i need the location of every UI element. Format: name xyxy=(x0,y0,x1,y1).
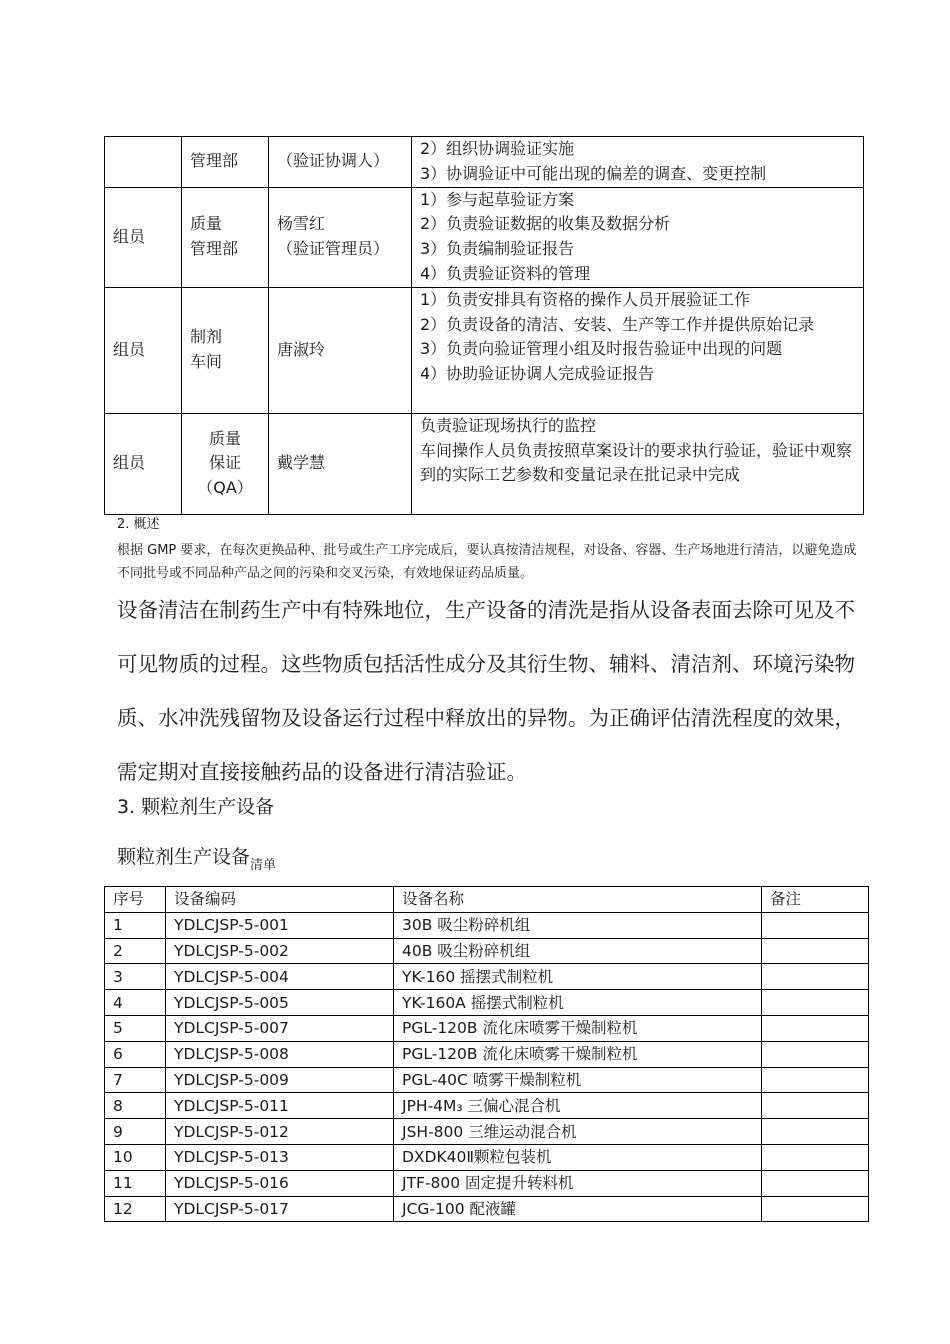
cell-code: YDLCJSP-5-001 xyxy=(166,912,394,938)
table-row xyxy=(105,912,869,938)
cell-equipment-name: JPH-4M₃ 三偏心混合机 xyxy=(394,1093,762,1119)
cell-equipment-name: JCG-100 配液罐 xyxy=(394,1196,762,1222)
team-name-line: 杨雪红 xyxy=(277,214,326,234)
table-row xyxy=(105,1119,869,1145)
team-role-cell: 组员 xyxy=(105,413,182,514)
table-row xyxy=(105,938,869,964)
cell-index: 8 xyxy=(105,1093,166,1119)
cell-index: 5 xyxy=(105,1015,166,1041)
cell-remarks xyxy=(762,1041,869,1067)
cell-index: 3 xyxy=(105,964,166,990)
cell-equipment-name: JSH-800 三维运动混合机 xyxy=(394,1119,762,1145)
team-duty-line: 4）协助验证协调人完成验证报告 xyxy=(420,364,655,384)
team-duty-line: 3）负责向验证管理小组及时报告验证中出现的问题 xyxy=(420,339,783,359)
table-row xyxy=(105,1093,869,1119)
header-code: 设备编码 xyxy=(166,887,394,913)
team-dept-cell xyxy=(182,413,269,514)
team-dept-line: 管理部 xyxy=(190,151,239,171)
cell-index: 12 xyxy=(105,1196,166,1222)
team-dept-line: 管理部 xyxy=(190,239,239,259)
cell-index: 6 xyxy=(105,1041,166,1067)
team-dept-cell xyxy=(182,287,269,413)
cell-code: YDLCJSP-5-017 xyxy=(166,1196,394,1222)
cell-code: YDLCJSP-5-016 xyxy=(166,1170,394,1196)
team-name-cell xyxy=(269,187,412,287)
team-role-cell: 组员 xyxy=(105,287,182,413)
cell-equipment-name: YK-160 摇摆式制粒机 xyxy=(394,964,762,990)
cell-code: YDLCJSP-5-011 xyxy=(166,1093,394,1119)
section2-body-text: 设备清洁在制药生产中有特殊地位，生产设备的清洗是指从设备表面去除可见及不可见物质的过程。这些物质包括活性成分及其衍生物、辅料、清洁剂、环境污染物质、水冲洗残留物及设备运行过程中释放出的异物。为正确评估清洗程度的效果，需定期对直接接触药品的设备进行清洁验证。 xyxy=(117,598,855,784)
team-dept-line: （QA） xyxy=(197,478,253,498)
cell-remarks xyxy=(762,990,869,1016)
equipment-list-title-sub: 清单 xyxy=(250,858,277,873)
cell-code: YDLCJSP-5-005 xyxy=(166,990,394,1016)
header-equipment-name: 设备名称 xyxy=(394,887,762,913)
table-row xyxy=(105,1144,869,1170)
table-row xyxy=(105,964,869,990)
team-name-cell xyxy=(269,287,412,413)
cell-remarks xyxy=(762,1170,869,1196)
section3-heading: 3. 颗粒剂生产设备 xyxy=(117,796,275,818)
team-row xyxy=(105,187,864,287)
table-row xyxy=(105,1170,869,1196)
team-name-cell xyxy=(269,413,412,514)
section2-small-text: 根据 GMP 要求，在每次更换品种、批号或生产工序完成后，要认真按清洁规程，对设备、容器、生产场地进行清洁，以避免造成不同批号或不同品种产品之间的污染和交叉污染，有效地保证药品质量。 xyxy=(117,543,857,581)
cell-remarks xyxy=(762,938,869,964)
section2-heading: 2. 概述 xyxy=(117,517,160,532)
team-row xyxy=(105,287,864,413)
table-row xyxy=(105,1015,869,1041)
equipment-table xyxy=(104,886,869,1222)
team-duty-line: 2）组织协调验证实施 xyxy=(420,139,575,158)
team-duty-line: 1）负责安排具有资格的操作人员开展验证工作 xyxy=(420,289,751,309)
team-duty-line: 3）负责编制验证报告 xyxy=(420,239,575,259)
cell-remarks xyxy=(762,1093,869,1119)
cell-equipment-name: PGL-120B 流化床喷雾干燥制粒机 xyxy=(394,1041,762,1067)
team-role-cell: 组员 xyxy=(105,187,182,287)
team-dept-line: 质量 xyxy=(208,428,241,448)
team-dept-line: 保证 xyxy=(208,453,241,473)
cell-code: YDLCJSP-5-002 xyxy=(166,938,394,964)
cell-equipment-name: DXDK40Ⅱ颗粒包装机 xyxy=(394,1144,762,1170)
cell-remarks xyxy=(762,1119,869,1145)
header-remarks: 备注 xyxy=(762,887,869,913)
team-dept-cell xyxy=(182,187,269,287)
equipment-table-body xyxy=(105,912,869,1222)
cell-code: YDLCJSP-5-012 xyxy=(166,1119,394,1145)
team-dept-line: 制剂 xyxy=(190,327,223,347)
team-name-cell xyxy=(269,137,412,188)
cell-remarks xyxy=(762,1015,869,1041)
header-index: 序号 xyxy=(105,887,166,913)
table-row xyxy=(105,1041,869,1067)
team-name-line: 戴学慧 xyxy=(277,453,326,473)
cell-index: 1 xyxy=(105,912,166,938)
cell-equipment-name: 40B 吸尘粉碎机组 xyxy=(394,938,762,964)
table-row xyxy=(105,1196,869,1222)
team-duty-line: 负责验证现场执行的监控 xyxy=(420,415,597,435)
team-duty-line: 3）协调验证中可能出现的偏差的调查、变更控制 xyxy=(420,163,767,183)
team-duty-line: 2）负责设备的清洁、安装、生产等工作并提供原始记录 xyxy=(420,314,815,334)
cell-code: YDLCJSP-5-008 xyxy=(166,1041,394,1067)
team-duty-cell xyxy=(412,187,864,287)
team-name-line: （验证协调人） xyxy=(277,151,390,171)
equipment-header-row xyxy=(105,887,869,913)
team-row xyxy=(105,137,864,188)
validation-team-table xyxy=(104,136,864,515)
team-duty-cell xyxy=(412,287,864,413)
team-duty-line: 2）负责验证数据的收集及数据分析 xyxy=(420,214,671,234)
team-dept-line: 质量 xyxy=(190,214,223,234)
equipment-list-title xyxy=(117,842,276,875)
team-dept-line: 车间 xyxy=(190,352,223,372)
table-row xyxy=(105,990,869,1016)
cell-code: YDLCJSP-5-004 xyxy=(166,964,394,990)
team-duty-line: 1）参与起草验证方案 xyxy=(420,189,575,209)
cell-remarks xyxy=(762,912,869,938)
cell-remarks xyxy=(762,1196,869,1222)
cell-remarks xyxy=(762,1067,869,1093)
cell-equipment-name: PGL-120B 流化床喷雾干燥制粒机 xyxy=(394,1015,762,1041)
team-duty-cell xyxy=(412,413,864,514)
team-role-cell xyxy=(105,137,182,188)
cell-index: 11 xyxy=(105,1170,166,1196)
team-dept-cell xyxy=(182,137,269,188)
cell-code: YDLCJSP-5-007 xyxy=(166,1015,394,1041)
cell-remarks xyxy=(762,964,869,990)
cell-index: 9 xyxy=(105,1119,166,1145)
cell-equipment-name: JTF-800 固定提升转料机 xyxy=(394,1170,762,1196)
team-duty-line: 4）负责验证资料的管理 xyxy=(420,263,591,283)
cell-equipment-name: PGL-40C 喷雾干燥制粒机 xyxy=(394,1067,762,1093)
table-row xyxy=(105,1067,869,1093)
cell-index: 4 xyxy=(105,990,166,1016)
cell-equipment-name: 30B 吸尘粉碎机组 xyxy=(394,912,762,938)
cell-index: 7 xyxy=(105,1067,166,1093)
team-duty-cell xyxy=(412,137,864,188)
team-name-line: 唐淑玲 xyxy=(277,339,326,359)
equipment-list-title-main: 颗粒剂生产设备 xyxy=(117,846,251,868)
team-duty-line: 车间操作人员负责按照草案设计的要求执行验证，验证中观察到的实际工艺参数和变量记录在批记录中完成 xyxy=(420,440,853,485)
team-row xyxy=(105,413,864,514)
cell-index: 2 xyxy=(105,938,166,964)
team-name-line: （验证管理员） xyxy=(277,239,390,259)
cell-code: YDLCJSP-5-009 xyxy=(166,1067,394,1093)
cell-remarks xyxy=(762,1144,869,1170)
cell-index: 10 xyxy=(105,1144,166,1170)
cell-equipment-name: YK-160A 摇摆式制粒机 xyxy=(394,990,762,1016)
cell-code: YDLCJSP-5-013 xyxy=(166,1144,394,1170)
